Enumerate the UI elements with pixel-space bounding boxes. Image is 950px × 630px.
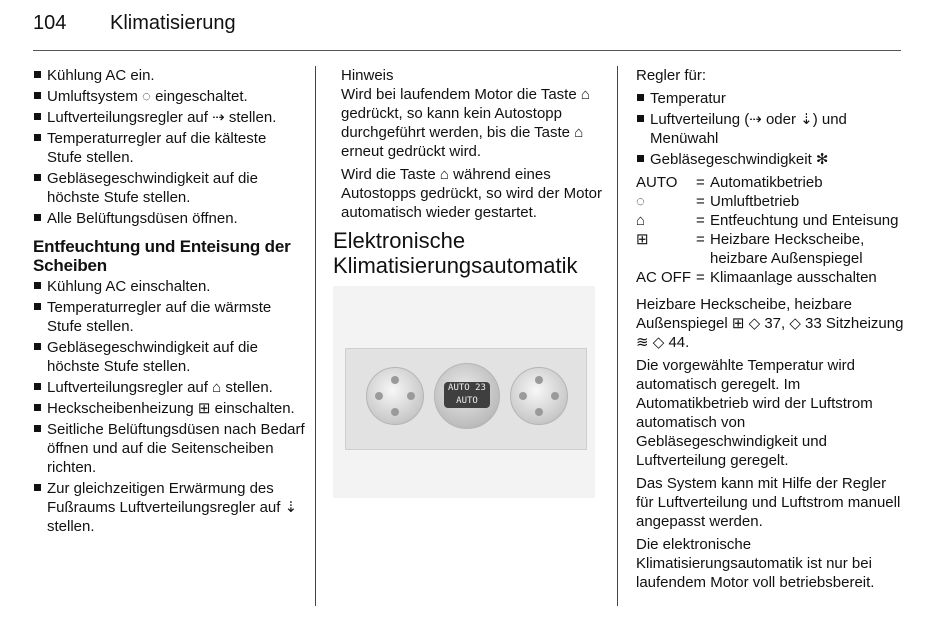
recirculation-icon: ◌ (636, 193, 645, 210)
list-item: Temperaturregler auf die wärmste Stufe stellen. (33, 298, 305, 336)
column-divider (617, 66, 618, 606)
note-paragraph: Wird die Taste ⌂ während eines Autostopps gedrückt, so wird der Motor automatisch wieder gestartet. (341, 166, 602, 221)
legend-value: Klimaanlage ausschalten (710, 269, 877, 286)
legend-key: AUTO (636, 174, 678, 191)
list-item: Kühlung AC einschalten. (33, 277, 305, 296)
controls-intro: Regler für: (636, 67, 707, 84)
list-item: Luftverteilungsregler auf ⌂ stellen. (33, 378, 305, 397)
list-item: Gebläsegeschwindigkeit ✻ (636, 150, 904, 169)
paragraph: Heizbare Heckscheibe, heizbare Außenspiegel ⊞ ◇ 37, ◇ 33 Sitzheizung ≋ ◇ 44. (636, 296, 904, 351)
page-number: 104 (33, 12, 67, 34)
column-divider (315, 66, 316, 606)
list-item: Gebläsegeschwindigkeit auf die höchste Stufe stellen. (33, 169, 305, 207)
list-item: Temperaturregler auf die kälteste Stufe stellen. (33, 129, 305, 167)
chapter-title: Klimatisierung (110, 12, 236, 34)
list-item: Temperatur (636, 89, 904, 108)
list-item: Zur gleichzeitigen Erwärmung des Fußraums Luftverteilungsregler auf ⇣ stellen. (33, 479, 305, 536)
note-paragraph: Wird bei laufendem Motor die Taste ⌂ gedrückt, so kann kein Autostopp durchgeführt werden, bis die Taste ⌂ erneut gedrückt wird. (341, 86, 590, 160)
section-heading-defrost: Entfeuchtung und Enteisung der Scheiben (33, 237, 291, 275)
legend-row: ⌂ = Entfeuchtung und Enteisung (636, 211, 904, 230)
list-item: Umluftsystem ◌ eingeschaltet. (33, 87, 305, 106)
legend-row: AC OFF = Klimaanlage ausschalten (636, 268, 904, 287)
legend-value: Automatikbetrieb (710, 174, 823, 191)
list-item: Alle Belüftungsdüsen öffnen. (33, 209, 305, 228)
column-middle (333, 66, 603, 498)
climate-display: AUTO 23 AUTO (444, 382, 490, 408)
legend-key: AC OFF (636, 269, 691, 286)
paragraph: Die elektronische Klimatisierungsautomatik ist nur bei laufendem Motor voll betriebsbereit. (636, 536, 875, 591)
list-item: Seitliche Belüftungsdüsen nach Bedarf öffnen und auf die Seitenscheiben richten. (33, 420, 305, 477)
note-title: Hinweis (341, 67, 394, 84)
display-knob (434, 363, 500, 429)
button-legend (636, 173, 904, 287)
column-left (33, 66, 305, 538)
section-title-auto-climate: Elektronische Klimatisierungsautomatik (333, 228, 578, 278)
paragraph: Das System kann mit Hilfe der Regler für Luftverteilung und Luftstrom manuell angepasst werden. (636, 475, 901, 530)
list-item: Gebläsegeschwindigkeit auf die höchste Stufe stellen. (33, 338, 305, 376)
defrost-steps-list (33, 277, 305, 536)
list-item: Heckscheibenheizung ⊞ einschalten. (33, 399, 305, 418)
paragraph: Die vorgewählte Temperatur wird automatisch geregelt. Im Automatikbetrieb wird der Luftstrom automatisch von Gebläsegeschwindigkeit und Luftverteilung geregelt. (636, 357, 873, 469)
rear-window-heat-icon: ⊞ (636, 231, 649, 248)
distribution-knob (510, 367, 568, 425)
list-item: Luftverteilungsregler auf ⇢ stellen. (33, 108, 305, 127)
legend-value: Entfeuchtung und Enteisung (710, 212, 899, 229)
legend-row: AUTO = Automatikbetrieb (636, 173, 904, 192)
legend-row: ⊞ = Heizbare Heckscheibe, heizbare Außenspiegel (636, 230, 904, 268)
temperature-knob (366, 367, 424, 425)
defrost-icon: ⌂ (636, 212, 646, 229)
column-right (636, 66, 904, 596)
list-item: Luftverteilung (⇢ oder ⇣) und Menüwahl (636, 110, 904, 148)
page-header (33, 8, 903, 48)
cooling-steps-list (33, 66, 305, 228)
legend-value: Heizbare Heckscheibe, heizbare Außenspiegel (710, 231, 865, 267)
legend-value: Umluftbetrieb (710, 193, 800, 210)
list-item: Kühlung AC ein. (33, 66, 305, 85)
control-panel (345, 348, 587, 450)
controls-list (636, 89, 904, 169)
climate-panel-illustration (333, 286, 595, 498)
header-divider (33, 50, 901, 51)
legend-row: ◌ = Umluftbetrieb (636, 192, 904, 211)
